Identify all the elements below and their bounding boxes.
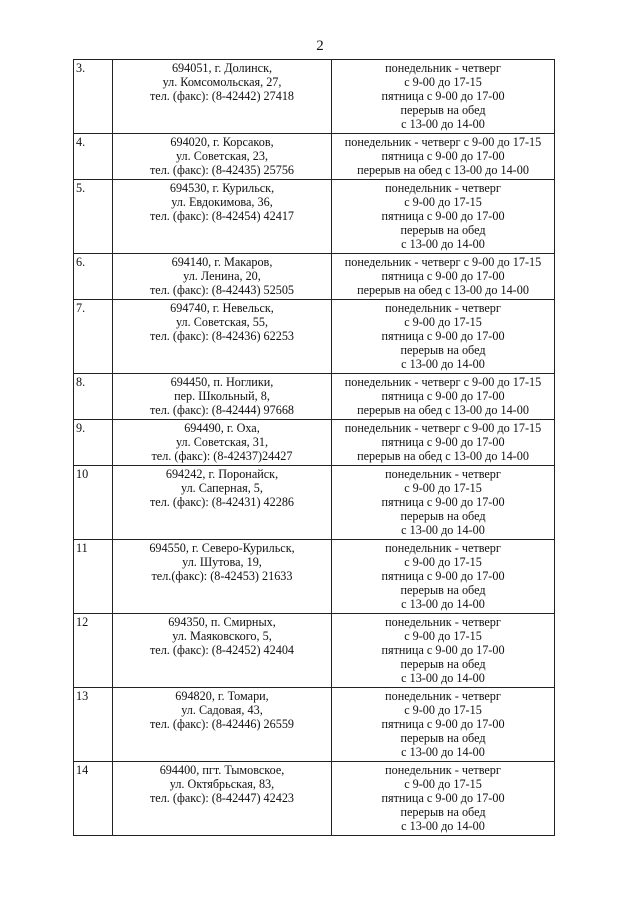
schedule-line: с 9-00 до 17-15: [404, 195, 482, 209]
schedule-line: с 13-00 до 14-00: [401, 819, 485, 833]
address-line: пер. Школьный, 8,: [174, 389, 270, 403]
schedule-cell: [332, 762, 555, 836]
address-line: 694051, г. Долинск,: [171, 61, 273, 75]
row-number: 13: [74, 688, 113, 762]
address-line: ул. Садовая, 43,: [181, 703, 263, 717]
schedule-line: с 13-00 до 14-00: [401, 671, 485, 685]
row-number: 14: [74, 762, 113, 836]
address-cell: [113, 60, 332, 134]
table-row: [74, 466, 555, 540]
schedule-line: перерыв на обед: [400, 805, 486, 819]
address-line: ул. Советская, 23,: [175, 149, 268, 163]
schedule-line: понедельник - четверг: [385, 181, 501, 195]
schedule-line: перерыв на обед: [400, 731, 486, 745]
address-line: 694550, г. Северо-Курильск,: [149, 541, 295, 555]
table-row: [74, 300, 555, 374]
address-cell: [113, 614, 332, 688]
schedule-line: с 13-00 до 14-00: [401, 745, 485, 759]
table-row: [74, 540, 555, 614]
address-line: 694020, г. Корсаков,: [170, 135, 274, 149]
address-line: ул. Октябрьская, 83,: [169, 777, 275, 791]
address-line: ул. Комсомольская, 27,: [162, 75, 282, 89]
schedule-line: перерыв на обед: [400, 223, 486, 237]
address-cell: [113, 688, 332, 762]
schedule-line: перерыв на обед с 13-00 до 14-00: [357, 283, 529, 297]
schedule-line: перерыв на обед: [400, 583, 486, 597]
address-line: 694140, г. Макаров,: [171, 255, 273, 269]
address-line: тел.(факс): (8-42453) 21633: [151, 569, 293, 583]
schedule-line: с 9-00 до 17-15: [404, 703, 482, 717]
schedule-cell: [332, 60, 555, 134]
address-line: тел. (факс): (8-42444) 97668: [149, 403, 295, 417]
schedule-line: пятница с 9-00 до 17-00: [381, 389, 505, 403]
schedule-line: понедельник - четверг: [385, 301, 501, 315]
schedule-line: с 13-00 до 14-00: [401, 117, 485, 131]
schedule-line: понедельник - четверг: [385, 541, 501, 555]
schedule-line: пятница с 9-00 до 17-00: [381, 209, 505, 223]
table-row: [74, 60, 555, 134]
schedule-line: с 9-00 до 17-15: [404, 555, 482, 569]
schedule-line: пятница с 9-00 до 17-00: [381, 569, 505, 583]
row-number: 6.: [74, 254, 113, 300]
schedule-line: пятница с 9-00 до 17-00: [381, 435, 505, 449]
schedule-line: с 9-00 до 17-15: [404, 481, 482, 495]
schedule-cell: [332, 420, 555, 466]
schedule-line: понедельник - четверг: [385, 61, 501, 75]
table-row: [74, 614, 555, 688]
schedule-line: пятница с 9-00 до 17-00: [381, 791, 505, 805]
address-cell: [113, 300, 332, 374]
address-line: тел. (факс): (8-42447) 42423: [149, 791, 295, 805]
table-row: [74, 180, 555, 254]
address-line: 694820, г. Томари,: [175, 689, 269, 703]
row-number: 5.: [74, 180, 113, 254]
address-line: ул. Ленина, 20,: [183, 269, 261, 283]
schedule-line: пятница с 9-00 до 17-00: [381, 717, 505, 731]
table-row: [74, 688, 555, 762]
schedule-line: с 9-00 до 17-15: [404, 75, 482, 89]
address-line: ул. Шутова, 19,: [182, 555, 262, 569]
address-line: 694490, г. Оха,: [184, 421, 260, 435]
address-line: тел. (факс): (8-42431) 42286: [149, 495, 295, 509]
row-number: 7.: [74, 300, 113, 374]
row-number: 4.: [74, 134, 113, 180]
schedule-line: понедельник - четверг: [385, 763, 501, 777]
schedule-line: с 13-00 до 14-00: [401, 523, 485, 537]
schedule-line: с 9-00 до 17-15: [404, 777, 482, 791]
table-row: [74, 134, 555, 180]
schedule-line: перерыв на обед: [400, 103, 486, 117]
schedule-line: перерыв на обед с 13-00 до 14-00: [357, 163, 529, 177]
address-cell: [113, 374, 332, 420]
schedule-cell: [332, 180, 555, 254]
address-line: ул. Советская, 31,: [175, 435, 268, 449]
address-cell: [113, 540, 332, 614]
address-line: 694350, п. Смирных,: [168, 615, 276, 629]
address-line: тел. (факс): (8-42442) 27418: [149, 89, 295, 103]
schedule-line: с 13-00 до 14-00: [401, 357, 485, 371]
address-line: тел. (факс): (8-42452) 42404: [149, 643, 295, 657]
schedule-cell: [332, 688, 555, 762]
schedule-cell: [332, 540, 555, 614]
schedule-line: пятница с 9-00 до 17-00: [381, 269, 505, 283]
table-row: [74, 254, 555, 300]
schedule-line: пятница с 9-00 до 17-00: [381, 495, 505, 509]
page-number: 2: [316, 38, 324, 54]
schedule-line: перерыв на обед: [400, 509, 486, 523]
schedule-line: перерыв на обед с 13-00 до 14-00: [357, 449, 529, 463]
schedule-line: понедельник - четверг: [385, 467, 501, 481]
schedule-line: перерыв на обед: [400, 343, 486, 357]
schedule-cell: [332, 134, 555, 180]
row-number: 8.: [74, 374, 113, 420]
address-line: тел. (факс): (8-42454) 42417: [149, 209, 295, 223]
schedule-line: перерыв на обед: [400, 657, 486, 671]
address-line: 694450, п. Ноглики,: [170, 375, 274, 389]
table-row: [74, 374, 555, 420]
schedule-cell: [332, 254, 555, 300]
address-cell: [113, 180, 332, 254]
schedule-line: понедельник - четверг с 9-00 до 17-15: [344, 255, 542, 269]
schedule-line: пятница с 9-00 до 17-00: [381, 149, 505, 163]
table-row: [74, 762, 555, 836]
address-cell: [113, 134, 332, 180]
address-cell: [113, 466, 332, 540]
offices-table: [73, 59, 555, 836]
row-number: 12: [74, 614, 113, 688]
schedule-cell: [332, 614, 555, 688]
address-cell: [113, 254, 332, 300]
address-line: тел. (факс): (8-42446) 26559: [149, 717, 295, 731]
address-line: 694530, г. Курильск,: [169, 181, 275, 195]
offices-table-body: [74, 60, 555, 836]
schedule-line: пятница с 9-00 до 17-00: [381, 89, 505, 103]
schedule-line: с 13-00 до 14-00: [401, 237, 485, 251]
schedule-cell: [332, 374, 555, 420]
address-line: тел. (факс): (8-42435) 25756: [149, 163, 295, 177]
row-number: 10: [74, 466, 113, 540]
schedule-line: понедельник - четверг: [385, 689, 501, 703]
address-line: ул. Советская, 55,: [175, 315, 268, 329]
schedule-line: пятница с 9-00 до 17-00: [381, 329, 505, 343]
address-line: ул. Маяковского, 5,: [172, 629, 272, 643]
address-line: 694740, г. Невельск,: [170, 301, 274, 315]
address-line: ул. Саперная, 5,: [181, 481, 263, 495]
address-line: тел. (факс): (8-42436) 62253: [149, 329, 295, 343]
table-row: [74, 420, 555, 466]
schedule-line: перерыв на обед с 13-00 до 14-00: [357, 403, 529, 417]
address-line: 694400, пгт. Тымовское,: [159, 763, 285, 777]
schedule-line: понедельник - четверг: [385, 615, 501, 629]
address-cell: [113, 420, 332, 466]
row-number: 11: [74, 540, 113, 614]
schedule-cell: [332, 466, 555, 540]
address-line: тел. (факс): (8-42437)24427: [151, 449, 293, 463]
address-cell: [113, 762, 332, 836]
schedule-line: понедельник - четверг с 9-00 до 17-15: [344, 421, 542, 435]
schedule-line: с 13-00 до 14-00: [401, 597, 485, 611]
schedule-line: с 9-00 до 17-15: [404, 315, 482, 329]
schedule-line: понедельник - четверг с 9-00 до 17-15: [344, 135, 542, 149]
schedule-line: с 9-00 до 17-15: [404, 629, 482, 643]
address-line: тел. (факс): (8-42443) 52505: [149, 283, 295, 297]
address-line: 694242, г. Поронайск,: [165, 467, 279, 481]
schedule-line: понедельник - четверг с 9-00 до 17-15: [344, 375, 542, 389]
schedule-cell: [332, 300, 555, 374]
schedule-line: пятница с 9-00 до 17-00: [381, 643, 505, 657]
row-number: 9.: [74, 420, 113, 466]
row-number: 3.: [74, 60, 113, 134]
address-line: ул. Евдокимова, 36,: [171, 195, 273, 209]
